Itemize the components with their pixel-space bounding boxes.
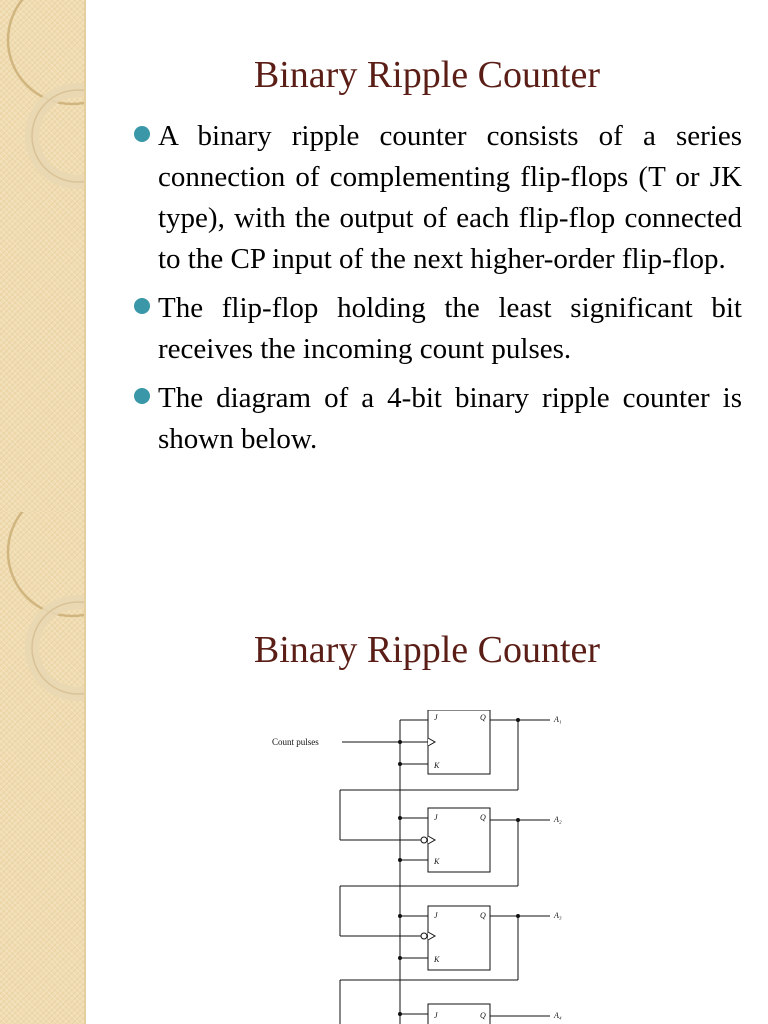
bullet-text: A binary ripple counter consists of a series connection of complementing flip-flops (T or JK type), with the output of each flip-flop connected to the CP input of the next higher-order flip-flop. bbox=[158, 120, 742, 275]
pin-k-label: K bbox=[434, 761, 440, 770]
ripple-counter-diagram bbox=[260, 710, 600, 1024]
pin-j-label: J bbox=[434, 813, 438, 822]
output-a1-label: A₁ bbox=[554, 715, 562, 724]
count-pulses-label: Count pulses bbox=[272, 737, 319, 747]
bullet-item bbox=[130, 288, 742, 370]
slide-title: Binary Ripple Counter bbox=[253, 629, 601, 671]
pin-q-label: Q bbox=[480, 911, 486, 920]
pin-j-label: J bbox=[434, 713, 438, 722]
decorative-sidebar bbox=[0, 512, 84, 1024]
slide-title: Binary Ripple Counter bbox=[253, 54, 601, 96]
output-a2-label: A₂ bbox=[554, 815, 562, 824]
pin-q-label: Q bbox=[480, 813, 486, 822]
bullet-icon bbox=[134, 298, 150, 314]
bullet-icon bbox=[134, 388, 150, 404]
decorative-rings-icon bbox=[0, 0, 84, 512]
pin-j-label: J bbox=[434, 911, 438, 920]
slide-2 bbox=[0, 512, 768, 1024]
output-a3-label: A₃ bbox=[554, 911, 562, 920]
bullet-icon bbox=[134, 126, 150, 142]
pin-k-label: K bbox=[434, 955, 440, 964]
bullet-text: The diagram of a 4-bit binary ripple counter is shown below. bbox=[158, 382, 742, 455]
pin-q-label: Q bbox=[480, 713, 486, 722]
bullet-item bbox=[130, 378, 742, 460]
output-a4-label: A₄ bbox=[554, 1011, 562, 1020]
bullet-list bbox=[130, 116, 742, 468]
sidebar-edge bbox=[84, 512, 86, 1024]
pin-q-label: Q bbox=[480, 1011, 486, 1020]
pin-k-label: K bbox=[434, 857, 440, 866]
bullet-text: The flip-flop holding the least significant bit receives the incoming count pulses. bbox=[158, 292, 742, 365]
decorative-rings-icon bbox=[0, 512, 84, 1024]
pin-j-label: J bbox=[434, 1011, 438, 1020]
decorative-sidebar bbox=[0, 0, 84, 512]
bullet-item bbox=[130, 116, 742, 280]
